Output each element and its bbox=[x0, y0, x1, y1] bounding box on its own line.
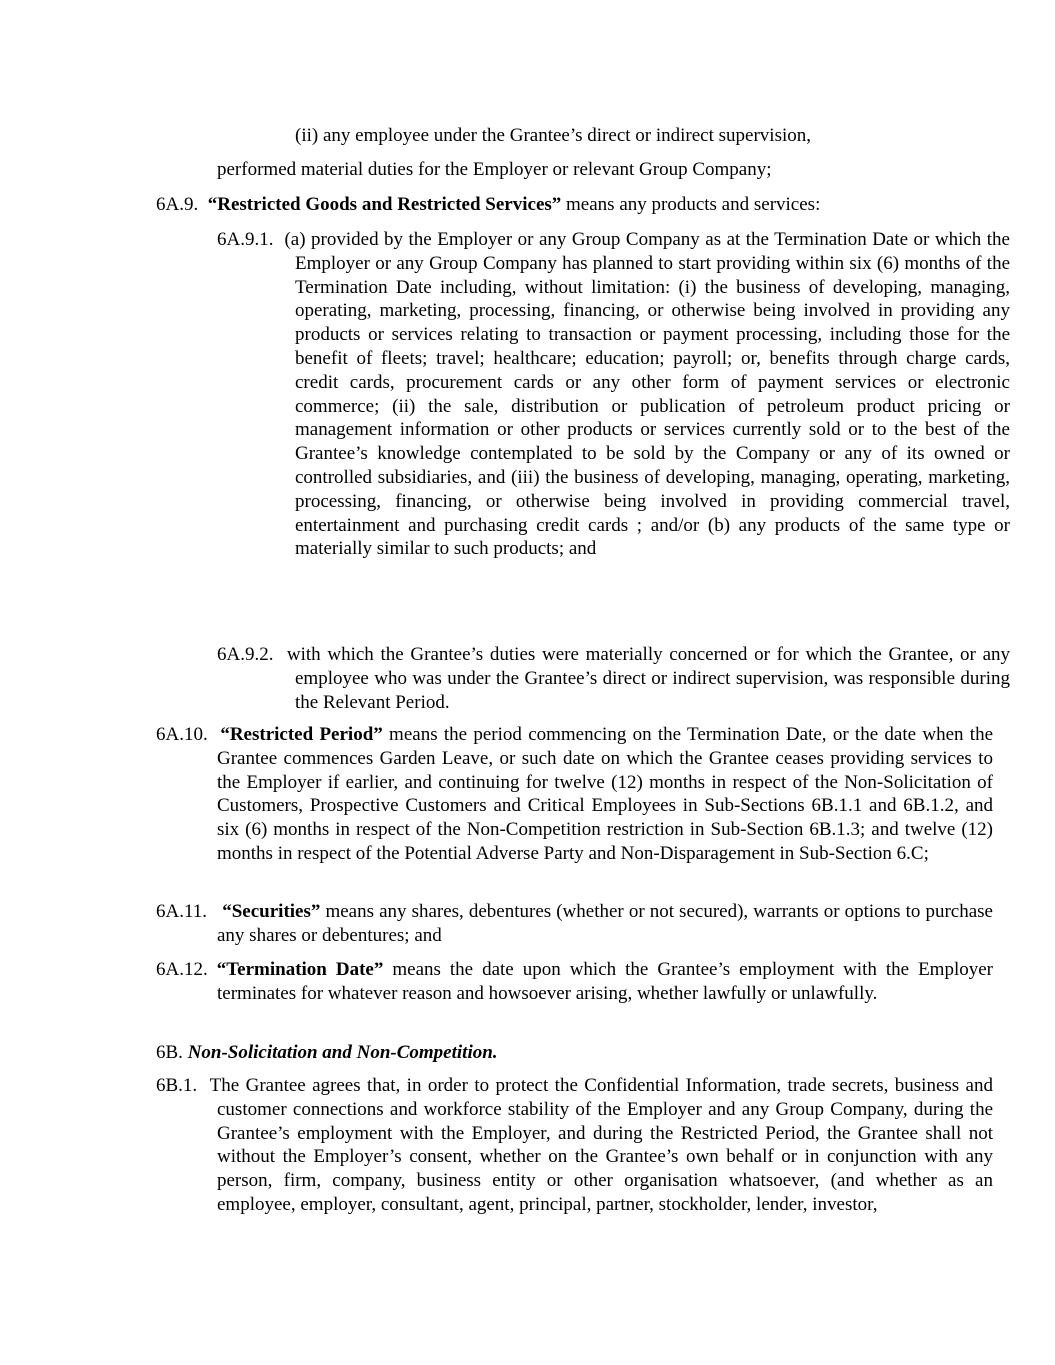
clause-number: 6A.9.2. bbox=[217, 644, 274, 665]
clause-6a10 bbox=[156, 723, 993, 866]
defined-term: “Securities” bbox=[222, 901, 321, 922]
clause-text: means the date upon which the Grantee’s employment with the Employer terminates for whatever reason and howsoever arising, whether lawfully or unlawfully. bbox=[217, 959, 994, 1004]
clause-number: 6B.1. bbox=[156, 1075, 198, 1096]
clause-text: means the period commencing on the Termination Date, or the date when the Grantee commences Garden Leave, or such date on which the Grantee ceases providing services to the Employer if earlier, and continuing for twelve (12) months in respect of the Non-Solicitation of Customers, Prospective Customers and Critical Employees in Sub-Sections 6B.1.1 and 6B.1.2, and six (6) months in respect of the Non-Competition restriction in Sub-Section 6B.1.3; and twelve (12) months in respect of the Potential Adverse Party and Non-Disparagement in Sub-Section 6.C; bbox=[217, 724, 993, 864]
section-6b-heading bbox=[156, 1041, 936, 1065]
clause-6a9-1 bbox=[217, 228, 1010, 561]
clause-text: (a) provided by the Employer or any Group Company as at the Termination Date or which the Employer or any Group Company has planned to start providing within six (6) months of the Termination Date including, without limitation: (i) the business of developing, managing, operating, marketing, processing, financing, or otherwise being involved in providing any products or services relating to transaction or payment processing, including those for the benefit of fleets; travel; healthcare; education; payroll; or, benefits through charge cards, credit cards, procurement cards or any other form of payment services or electronic commerce; (ii) the sale, distribution or publication of petroleum product pricing or management information or other products or services currently sold or to the best of the Grantee’s knowledge contemplated to be sold by the Company or any of its owned or controlled subsidiaries, and (iii) the business of developing, managing, operating, marketing, processing, financing, or otherwise being involved in providing commercial travel, entertainment and purchasing credit cards ; and/or (b) any products of the same type or materially similar to such products; and bbox=[284, 229, 1010, 560]
clause-text: performed material duties for the Employer or relevant Group Company; bbox=[217, 159, 772, 180]
defined-term: “Restricted Goods and Restricted Services” bbox=[207, 194, 562, 215]
clause-number: 6A.9. bbox=[156, 194, 199, 215]
clause-number: 6A.10. bbox=[156, 724, 208, 745]
clause-6a9-2 bbox=[217, 643, 1010, 714]
defined-term: “Restricted Period” bbox=[220, 724, 383, 745]
clause-text: means any products and services: bbox=[561, 194, 821, 215]
section-number: 6B. bbox=[156, 1042, 183, 1063]
clause-number: 6A.9.1. bbox=[217, 229, 274, 250]
clause-6a8-ii bbox=[295, 124, 935, 148]
clause-6b1 bbox=[156, 1074, 993, 1217]
clause-number: 6A.12. bbox=[156, 959, 208, 980]
clause-text: with which the Grantee’s duties were materially concerned or for which the Grantee, or any employee who was under the Grantee’s direct or indirect supervision, was responsible during the Relevant Period. bbox=[286, 644, 1011, 713]
clause-text: (ii) any employee under the Grantee’s direct or indirect supervision, bbox=[295, 125, 811, 146]
clause-6a8-tail bbox=[217, 158, 937, 182]
clause-number: 6A.11. bbox=[156, 901, 208, 922]
clause-text: The Grantee agrees that, in order to protect the Confidential Information, trade secrets, business and customer connections and workforce stability of the Employer and any Group Company, during the Grantee’s employment with the Employer, and during the Restricted Period, the Grantee shall not without the Employer’s consent, whether on the Grantee’s own behalf or in conjunction with any person, firm, company, business entity or other organisation whatsoever, (and whether as an employee, employer, consultant, agent, principal, partner, stockholder, lender, investor, bbox=[209, 1075, 993, 1215]
section-title: Non-Solicitation and Non-Competition. bbox=[187, 1042, 498, 1063]
clause-6a9 bbox=[156, 193, 936, 217]
clause-6a11 bbox=[156, 900, 993, 948]
defined-term: “Termination Date” bbox=[216, 959, 384, 980]
clause-6a12 bbox=[156, 958, 993, 1006]
clause-text: means any shares, debentures (whether or not secured), warrants or options to purchase any shares or debentures; and bbox=[217, 901, 993, 946]
